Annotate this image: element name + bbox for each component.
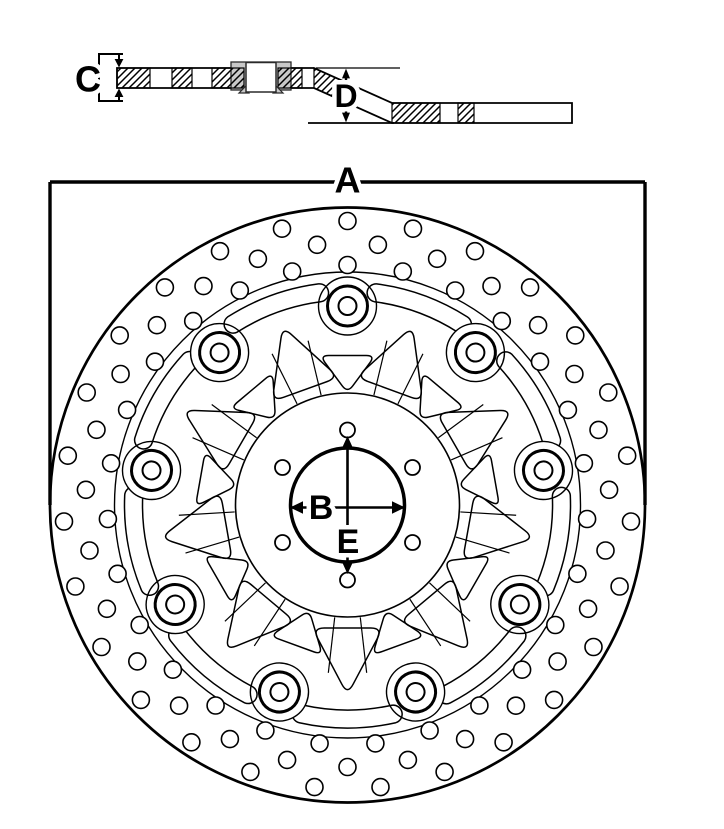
drill-hole (597, 542, 614, 559)
drill-hole (147, 353, 164, 370)
drill-hole (129, 653, 146, 670)
drill-hole (421, 722, 438, 739)
bolt-hole (405, 535, 420, 550)
drill-hole (559, 401, 576, 418)
drill-hole (567, 327, 584, 344)
drill-hole (623, 513, 640, 530)
drill-hole (429, 250, 446, 267)
drill-hole (575, 455, 592, 472)
dimension-label-d: D (334, 78, 358, 114)
drill-hole (579, 511, 596, 528)
drill-hole (600, 384, 617, 401)
rivet-pin-section (239, 63, 283, 94)
drill-hole (311, 735, 328, 752)
drill-hole (566, 366, 583, 383)
drill-hole (279, 751, 296, 768)
bolt-hole (340, 573, 355, 588)
drill-hole (471, 697, 488, 714)
drill-hole (242, 763, 259, 780)
drill-hole (339, 257, 356, 274)
drill-hole (131, 617, 148, 634)
bolt-hole (405, 460, 420, 475)
bolt-hole (275, 535, 290, 550)
drill-hole (156, 279, 173, 296)
drill-hole (103, 455, 120, 472)
drill-hole (369, 236, 386, 253)
drill-hole (78, 384, 95, 401)
cross-section-hatching (117, 68, 474, 123)
drill-hole (77, 481, 94, 498)
drill-hole (183, 734, 200, 751)
drill-hole (59, 447, 76, 464)
drill-hole (171, 697, 188, 714)
drill-hole (249, 250, 266, 267)
drill-hole (56, 513, 73, 530)
drill-hole (549, 653, 566, 670)
drill-hole (601, 481, 618, 498)
spoke-cutout-large (361, 331, 421, 398)
drill-hole (207, 697, 224, 714)
bolt-hole (340, 423, 355, 438)
drill-hole (339, 759, 356, 776)
drill-hole (436, 763, 453, 780)
drill-hole (590, 421, 607, 438)
drill-hole (99, 511, 116, 528)
drill-hole (372, 779, 389, 796)
drill-hole (467, 243, 484, 260)
spoke-cutout-small (323, 356, 372, 390)
drill-hole (221, 731, 238, 748)
drill-hole (231, 282, 248, 299)
drill-hole (164, 661, 181, 678)
drill-hole (530, 317, 547, 334)
drill-hole (81, 542, 98, 559)
drill-hole (447, 282, 464, 299)
drill-hole (405, 220, 422, 237)
dimension-label-c: C (75, 58, 101, 100)
drill-hole (132, 691, 149, 708)
drill-hole (457, 731, 474, 748)
drill-hole (522, 279, 539, 296)
dimension-label-a: A (334, 159, 361, 201)
drill-hole (119, 401, 136, 418)
drill-hole (619, 447, 636, 464)
drill-hole (67, 578, 84, 595)
drill-hole (274, 220, 291, 237)
bolt-hole (275, 460, 290, 475)
drill-hole (111, 327, 128, 344)
drill-hole (611, 578, 628, 595)
drill-hole (195, 278, 212, 295)
drill-hole (514, 661, 531, 678)
drill-hole (88, 421, 105, 438)
drill-hole (98, 600, 115, 617)
dimension-label-e: E (336, 523, 360, 561)
drill-hole (493, 313, 510, 330)
cross-section-figure (75, 54, 572, 123)
dimension-label-b: B (308, 489, 334, 527)
drill-hole (148, 317, 165, 334)
drill-hole (309, 236, 326, 253)
drill-hole (212, 243, 229, 260)
drill-hole (569, 565, 586, 582)
drill-hole (339, 213, 356, 230)
drill-hole (547, 617, 564, 634)
drill-hole (257, 722, 274, 739)
drill-hole (109, 565, 126, 582)
drill-hole (367, 735, 384, 752)
rivet-hole (339, 297, 357, 315)
drill-hole (284, 263, 301, 280)
drill-hole (507, 697, 524, 714)
front-view-figure (50, 160, 645, 803)
drill-hole (532, 353, 549, 370)
drill-hole (394, 263, 411, 280)
disc-sector (308, 277, 471, 398)
drill-hole (580, 600, 597, 617)
drill-hole (112, 366, 129, 383)
drill-hole (585, 639, 602, 656)
drill-hole (495, 734, 512, 751)
drill-hole (306, 779, 323, 796)
drill-hole (185, 313, 202, 330)
drill-hole (93, 639, 110, 656)
drill-hole (483, 278, 500, 295)
drill-hole (399, 751, 416, 768)
drill-hole (546, 691, 563, 708)
